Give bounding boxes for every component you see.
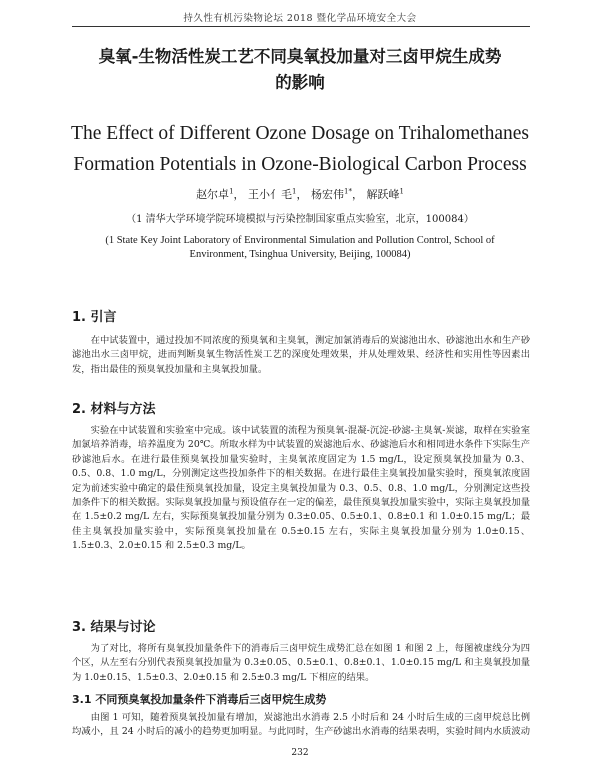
- author-affil-mark: 1*: [344, 187, 352, 196]
- title-english-line-2: Formation Potentials in Ozone-Biological Carbon Process: [73, 154, 527, 175]
- paragraph-3-1: 由图 1 可知，随着预臭氧投加量有增加，炭滤池出水消毒 2.5 小时后和 24 小时后生成的三卤甲烷总比例均减小，且 24 小时后的减小的趋势更加明显。与此同时，生产砂滤出水消毒的结果表明，实验时间内水质波动: [72, 712, 530, 738]
- title-chinese-line-1: 臭氧-生物活性炭工艺不同臭氧投加量对三卤甲烷生成势: [98, 47, 502, 66]
- author-affil-mark: 1: [292, 187, 297, 196]
- author-affil-mark: 1: [399, 187, 404, 196]
- author-affil-mark: 1: [229, 187, 234, 196]
- paragraph-introduction: 在中试装置中，通过投加不同浓度的预臭氧和主臭氧，测定加氯消毒后的炭滤池出水、砂滤池出水和生产砂滤池出水三卤甲烷，进而判断臭氧生物活性炭工艺的深度处理效果，并从处理效果、经济性和实用性等因素出发，指出最佳的预臭氧投加量和主臭氧投加量。: [72, 335, 530, 375]
- header-rule: [72, 26, 530, 27]
- subsection-heading-3-1: 3.1 不同预臭氧投加量条件下消毒后三卤甲烷生成势: [72, 693, 327, 706]
- section-heading-introduction: 1. 引言: [72, 310, 117, 325]
- title-chinese-line-2: 的影响: [275, 73, 325, 92]
- author-list: 赵尔卓$^1$， 王小亻毛$^1$， 杨宏伟$^{1*}$， 解跃峰$^1$: [196, 187, 404, 201]
- author-name: 杨宏伟: [311, 188, 344, 201]
- author-name: 解跃峰: [366, 188, 400, 201]
- paragraph-results: 为了对比，将所有臭氧投加量条件下的消毒后三卤甲烷生成势汇总在如图 1 和图 2 上，每图被虚线分为四个区，从左至右分别代表预臭氧投加量为 0.3±0.05、0.5±0.1、0.8±0.1、1.0±0.15 mg/L 和主臭氧投加量为 1.0±0.15、1.5±0.3、2.0±0.15 和 2.5±0.3 mg/L 下相应的结果。: [72, 643, 530, 683]
- section-heading-methods: 2. 材料与方法: [72, 402, 156, 417]
- section-heading-results: 3. 结果与讨论: [72, 620, 156, 635]
- affiliation-chinese: （1 清华大学环境学院环境模拟与污染控制国家重点实验室，北京，100084）: [126, 214, 474, 225]
- running-head: 持久性有机污染物论坛 2018 暨化学品环境安全大会: [183, 13, 417, 24]
- title-english: [30, 118, 570, 180]
- author-name: 王小亻毛: [248, 188, 293, 201]
- paragraph-methods: 实验在中试装置和实验室中完成。该中试装置的流程为预臭氧-混凝-沉淀-砂滤-主臭氧-炭滤，取样在实验室加氯培养消毒，培养温度为 20℃。所取水样为中试装置的炭滤池后水、砂滤池后水和相同进水条件下实际生产砂滤池后水。在进行最佳预臭氧投加量实验时，主臭氧浓度固定为 1.5 mg/L，设定预臭氧投加量为 0.3、0.5、0.8、1.0 mg/L，分别测定这些投加条件下的相关数据。在进行最佳主臭氧投加量实验时，预臭氧浓度固定为前述实验中确定的最佳预臭氧投加量，设定主臭氧投加量为 0.3、0.5、0.8、1.0 mg/L，分别测定这些投加条件下的相关数据。实际臭氧投加量与预设值存在一定的偏差，最佳预臭氧投加量实验中，实际主臭氧投加量在 1.5±0.2 mg/L 左右，实际预臭氧投加量分别为 0.3±0.05、0.5±0.1、0.8±0.1 和 1.0±0.15 mg/L；最佳主臭氧投加量实验中，实际预臭氧投加量在 0.5±0.15 左右，实际主臭氧投加量分别为 1.0±0.15、1.5±0.3、2.0±0.15 和 2.5±0.3 mg/L。: [72, 425, 530, 552]
- affiliation-english: (1 State Key Joint Laboratory of Environmental Simulation and Pollution Control, School of Environment, Tsinghua University, Beijing, 100084): [105, 235, 495, 260]
- title-english-line-1: The Effect of Different Ozone Dosage on Trihalomethanes: [71, 123, 529, 144]
- author-name: 赵尔卓: [196, 188, 230, 201]
- title-chinese: [40, 44, 560, 96]
- page-number: 232: [291, 748, 309, 758]
